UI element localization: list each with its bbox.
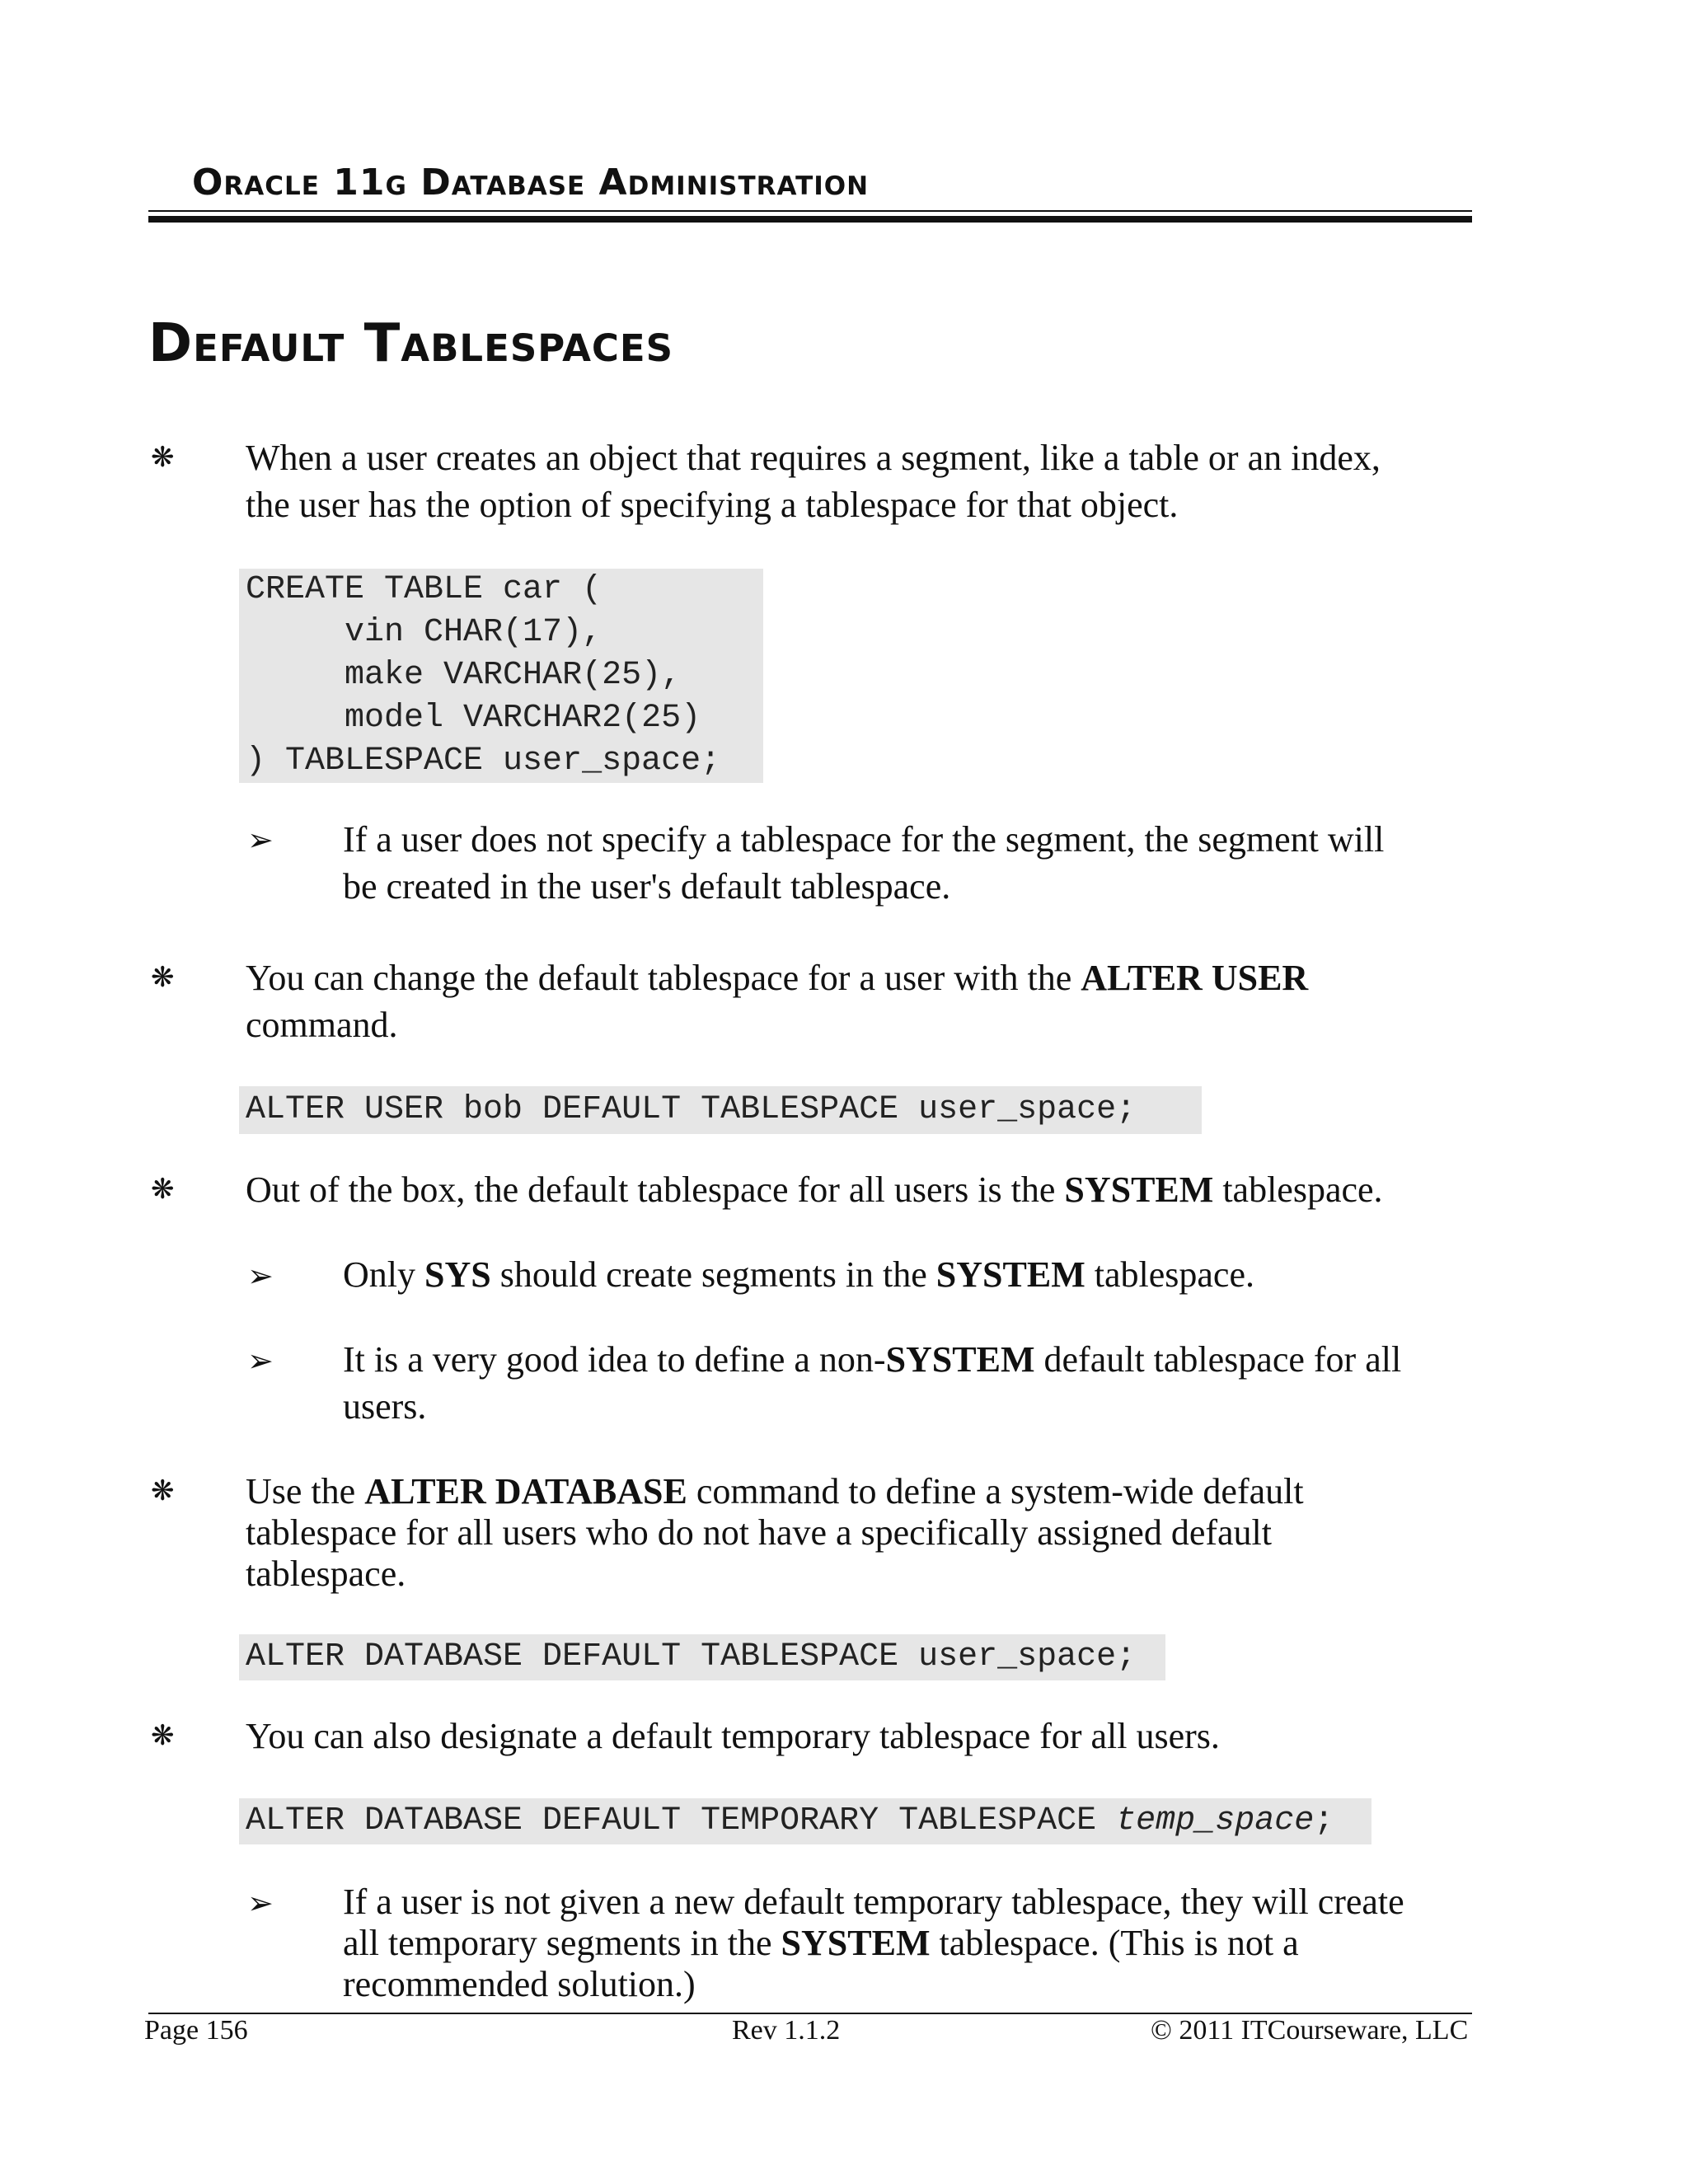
bullet-icon: ❋	[151, 441, 175, 474]
arrow-bullet-icon: ➢	[247, 1258, 274, 1294]
header-rule-thin	[148, 210, 1472, 212]
sub-paragraph-line: If a user is not given a new default temporary tablespace, they will create	[343, 1882, 1404, 1922]
text-span: should create segments in the	[490, 1254, 936, 1295]
bold-term: SYSTEM	[1064, 1169, 1214, 1210]
sub-paragraph-line	[343, 1338, 1401, 1380]
text-span: Use the	[246, 1471, 365, 1511]
bold-term: SYSTEM	[935, 1254, 1085, 1295]
bullet-icon: ❋	[151, 1173, 175, 1206]
code-block-alter-database: ALTER DATABASE DEFAULT TABLESPACE user_space;	[239, 1634, 1165, 1680]
code-block-alter-user: ALTER USER bob DEFAULT TABLESPACE user_space;	[239, 1086, 1202, 1134]
text-span: Only	[343, 1254, 424, 1295]
sub-paragraph-line: users.	[343, 1386, 427, 1427]
code-line: model VARCHAR2(25)	[246, 700, 701, 737]
bullet-icon: ❋	[151, 961, 175, 994]
code-line: ) TABLESPACE user_space;	[246, 743, 721, 780]
text-span: tablespace.	[1213, 1169, 1383, 1210]
text-span: all temporary segments in the	[343, 1923, 781, 1963]
paragraph-line: command.	[246, 1005, 398, 1045]
text-span: tablespace. (This is not a	[930, 1923, 1299, 1963]
sub-paragraph-line	[343, 1922, 1299, 1964]
text-span: tablespace.	[1085, 1254, 1254, 1295]
sub-paragraph-line: be created in the user's default tablespace.	[343, 866, 951, 907]
bold-term: ALTER USER	[1081, 958, 1309, 998]
text-span: Out of the box, the default tablespace for all users is the	[246, 1169, 1065, 1210]
code-block-alter-database-temp	[239, 1798, 1372, 1844]
paragraph-line: tablespace for all users who do not have a specifically assigned default	[246, 1512, 1272, 1553]
sub-paragraph-line	[343, 1254, 1254, 1296]
page-title: Default Tablespaces	[148, 313, 674, 374]
code-block-create-table	[239, 569, 763, 783]
bold-term: ALTER DATABASE	[364, 1471, 687, 1511]
running-header: Oracle 11g Database Administration	[192, 162, 870, 204]
bold-term: SYS	[424, 1254, 491, 1295]
text-span: It is a very good idea to define a non-	[343, 1339, 886, 1380]
paragraph-line: You can also designate a default temporary tablespace for all users.	[246, 1716, 1220, 1756]
footer-copyright: © 2011 ITCourseware, LLC	[1151, 2015, 1469, 2046]
footer-page-number: Page 156	[144, 2015, 248, 2046]
code-line: make VARCHAR(25),	[246, 657, 682, 694]
bold-term: SYSTEM	[781, 1923, 931, 1963]
code-span: ;	[1314, 1802, 1334, 1840]
text-span: default tablespace for all	[1034, 1339, 1402, 1380]
arrow-bullet-icon: ➢	[247, 1885, 274, 1921]
paragraph-line: tablespace.	[246, 1554, 406, 1594]
code-line: vin CHAR(17),	[246, 614, 603, 651]
code-span: ALTER DATABASE DEFAULT TEMPORARY TABLESPACE	[246, 1802, 1117, 1840]
footer-revision: Rev 1.1.2	[732, 2015, 841, 2046]
header-rule-thick	[148, 216, 1472, 223]
paragraph-line: the user has the option of specifying a tablespace for that object.	[246, 485, 1179, 525]
paragraph-line	[246, 1169, 1383, 1211]
code-italic-span: temp_space	[1116, 1802, 1315, 1840]
sub-paragraph-line: If a user does not specify a tablespace for the segment, the segment will	[343, 819, 1385, 860]
text-span: command to define a system-wide default	[687, 1471, 1304, 1511]
arrow-bullet-icon: ➢	[247, 1343, 274, 1379]
text-span: You can change the default tablespace for a user with the	[246, 958, 1081, 998]
paragraph-line	[246, 957, 1308, 999]
paragraph-line	[246, 1470, 1304, 1512]
bold-term: SYSTEM	[885, 1339, 1035, 1380]
sub-paragraph-line: recommended solution.)	[343, 1964, 696, 2004]
bullet-icon: ❋	[151, 1719, 175, 1752]
bullet-icon: ❋	[151, 1474, 175, 1507]
code-line: CREATE TABLE car (	[246, 571, 603, 608]
arrow-bullet-icon: ➢	[247, 822, 274, 858]
paragraph-line: When a user creates an object that requires a segment, like a table or an index,	[246, 438, 1381, 478]
